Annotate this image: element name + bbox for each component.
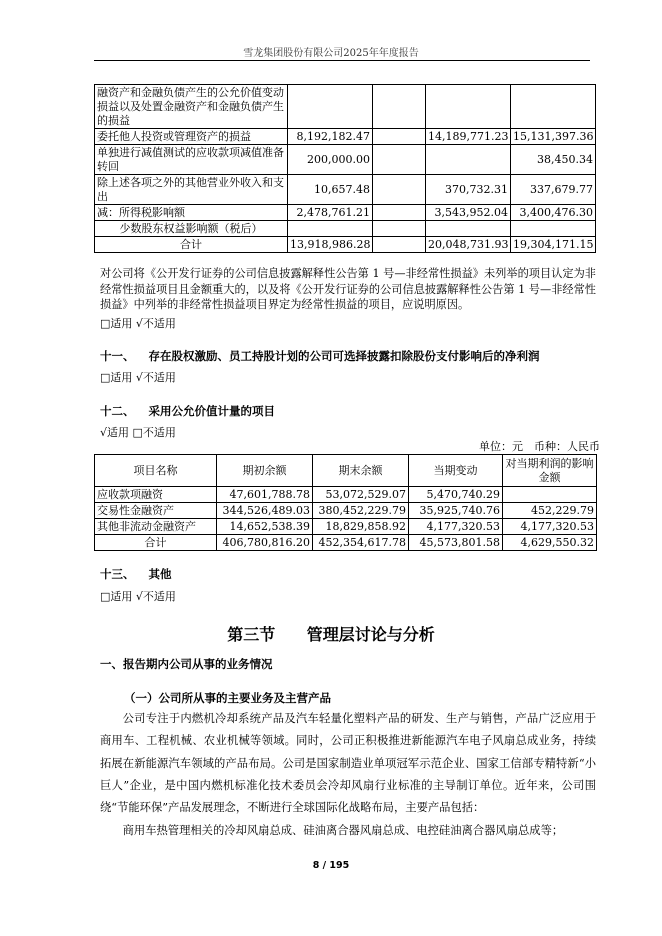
explanation-paragraph: 对公司将《公开发行证券的公司信息披露解释性公告第 1 号—非经常性损益》未列举的项目认定为非经常性损益项目且金额重大的，以及将《公开发行证券的公司信息披露解释性公告第 1 号—非经常性损益》中列举的非经常性损益项目界定为经常性损益的项目，应说明原因。 [100,267,596,311]
row-label: 减：所得税影响额 [95,205,288,221]
cell-amount-2023 [511,221,596,237]
part-heading: 一、报告期内公司从事的业务情况 [100,657,273,671]
row-label: 合计 [95,237,288,253]
applicability-check-3: √适用 □不适用 [100,426,176,439]
applicability-check-2: □适用 √不适用 [100,371,176,384]
cell-note [373,129,426,145]
cell-amount-2024: 370,732.31 [426,175,511,205]
table-row [95,221,596,237]
col-header-opening-balance: 期初余额 [217,455,313,487]
cell-amount-2024 [426,85,511,129]
section-number: 十一、 [100,349,135,363]
cell-note [373,205,426,221]
section-number: 十三、 [100,567,135,581]
page-header: 雪龙集团股份有限公司2025年年度报告 [243,48,419,59]
section-number: 十二、 [100,404,135,418]
section-title: 采用公允价值计量的项目 [148,404,276,418]
cell-amount-2025: 10,657.48 [288,175,373,205]
cell-amount-2024 [426,221,511,237]
profit-impact [503,487,597,503]
chapter-number: 第三节 [227,625,276,644]
closing-balance: 53,072,529.07 [313,487,409,503]
table-row [95,145,596,175]
profit-impact: 4,629,550.32 [503,535,597,551]
section-title: 其他 [148,567,172,581]
table-row [95,205,596,221]
cell-amount-2023 [511,85,596,129]
item-name: 其他非流动金融资产 [95,519,217,535]
col-header-item-name: 项目名称 [95,455,217,487]
cell-amount-2025: 13,918,986.28 [288,237,373,253]
cell-amount-2025: 8,192,182.47 [288,129,373,145]
table-row [95,487,597,503]
cell-amount-2025: 200,000.00 [288,145,373,175]
row-label: 除上述各项之外的其他营业外收入和支出 [95,175,288,205]
item-name: 应收款项融资 [95,487,217,503]
cell-amount-2024: 3,543,952.04 [426,205,511,221]
period-change: 35,925,740.76 [409,503,503,519]
row-label: 单独进行减值测试的应收款项减值准备转回 [95,145,288,175]
cell-amount-2024: 20,048,731.93 [426,237,511,253]
table-row [95,519,597,535]
cell-note [373,175,426,205]
table-row [95,175,596,205]
col-header-closing-balance: 期末余额 [313,455,409,487]
header-rule [94,60,590,61]
col-header-profit-impact: 对当期利润的影响金额 [503,455,597,487]
table-row [95,503,597,519]
cell-note [373,85,426,129]
opening-balance: 344,526,489.03 [217,503,313,519]
chapter-name: 管理层讨论与分析 [306,625,435,644]
row-label: 委托他人投资或管理资产的损益 [95,129,288,145]
table-row-total [95,237,596,253]
cell-amount-2023: 15,131,397.36 [511,129,596,145]
cell-amount-2024 [426,145,511,175]
period-change: 5,470,740.29 [409,487,503,503]
subsection-heading: （一）公司所从事的主要业务及主营产品 [124,691,331,705]
table-row-total [95,535,597,551]
cell-note [373,237,426,253]
cell-amount-2023: 19,304,171.15 [511,237,596,253]
col-header-period-change: 当期变动 [409,455,503,487]
cell-note [373,145,426,175]
row-label: 融资产和金融负债产生的公允价值变动损益以及处置金融资产和金融负债产生的损益 [95,85,288,129]
cell-amount-2025 [288,85,373,129]
row-label: 少数股东权益影响额（税后） [95,221,288,237]
applicability-check-1: □适用 √不适用 [100,317,176,330]
table-row [95,129,596,145]
section-13-heading [100,566,172,582]
opening-balance: 47,601,788.78 [217,487,313,503]
section-11-heading [100,348,540,364]
business-description-paragraph: 公司专注于内燃机冷却系统产品及汽车轻量化塑料产品的研发、生产与销售，产品广泛应用于商用车、工程机械、农业机械等领域。同时，公司正积极推进新能源汽车电子风扇总成业务，持续拓展在新能源汽车领域的产品布局。公司是国家制造业单项冠军示范企业、国家工信部专精特新“小巨人”企业，是中国内燃机标准化技术委员会冷却风扇行业标准的主导制订单位。近年来，公司围绕“节能环保”产品发展理念，不断进行全球国际化战略布局，主要产品包括： [100,712,596,815]
section-title: 存在股权激励、员工持股计划的公司可选择披露扣除股份支付影响后的净利润 [148,349,540,363]
fair-value-table [94,454,597,551]
unit-currency-label: 单位：元 币种：人民币 [479,440,600,453]
cell-amount-2023: 337,679.77 [511,175,596,205]
cell-amount-2023: 38,450.34 [511,145,596,175]
period-change: 4,177,320.53 [409,519,503,535]
cell-amount-2025: 2,478,761.21 [288,205,373,221]
non-recurring-gains-table [94,84,596,253]
table-header-row [95,455,597,487]
closing-balance: 380,452,229.79 [313,503,409,519]
product-list-paragraph: 商用车热管理相关的冷却风扇总成、硅油离合器风扇总成、电控硅油离合器风扇总成等； [122,824,564,837]
applicability-check-4: □适用 √不适用 [100,590,176,603]
section-12-heading [100,403,275,419]
cell-amount-2023: 3,400,476.30 [511,205,596,221]
closing-balance: 18,829,858.92 [313,519,409,535]
item-name: 合计 [95,535,217,551]
cell-amount-2024: 14,189,771.23 [426,129,511,145]
closing-balance: 452,354,617.78 [313,535,409,551]
table-row [95,85,596,129]
page-number: 8 / 195 [312,860,350,871]
period-change: 45,573,801.58 [409,535,503,551]
opening-balance: 14,652,538.39 [217,519,313,535]
cell-note [373,221,426,237]
item-name: 交易性金融资产 [95,503,217,519]
opening-balance: 406,780,816.20 [217,535,313,551]
chapter-title [0,622,662,645]
cell-amount-2025 [288,221,373,237]
profit-impact: 4,177,320.53 [503,519,597,535]
profit-impact: 452,229.79 [503,503,597,519]
